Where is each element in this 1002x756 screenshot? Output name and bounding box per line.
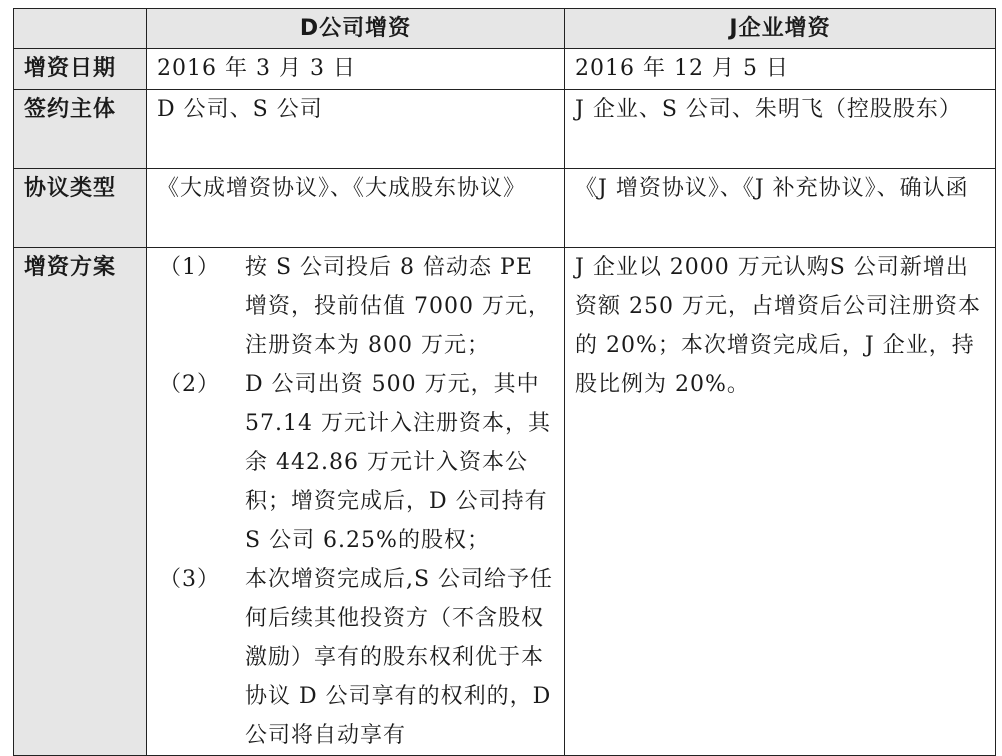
row-header-date: 增资日期 — [14, 49, 147, 90]
corner-cell — [14, 9, 147, 49]
plan-item-text: D 公司出资 500 万元，其中 57.14 万元计入注册资本，其余 442.86 万元计入资本公积；增资完成后，D 公司持有 S 公司 6.25%的股权； — [245, 372, 551, 553]
header-row — [14, 9, 996, 49]
cell-d-plan — [147, 248, 565, 756]
cell-j-type: 《J 增资协议》、《J 补充协议》、确认函 — [565, 169, 996, 248]
table-row — [14, 248, 996, 756]
cell-d-type: 《大成增资协议》、《大成股东协议》 — [147, 169, 565, 248]
cell-d-date: 2016 年 3 月 3 日 — [147, 49, 565, 90]
plan-item-text: 本次增资完成后,S 公司给予任何后续其他投资方（不含股权激励）享有的股东权利优于本协议 D 公司享有的权利的，D 公司将自动享有 — [245, 567, 554, 748]
table-row — [14, 169, 996, 248]
plan-item — [157, 560, 554, 755]
row-header-sign: 签约主体 — [14, 90, 147, 169]
column-header-j: J企业增资 — [565, 9, 996, 49]
capital-increase-table — [13, 8, 996, 756]
row-header-type: 协议类型 — [14, 169, 147, 248]
plan-item-number: （2） — [159, 372, 220, 397]
plan-item — [157, 365, 554, 560]
cell-d-sign: D 公司、S 公司 — [147, 90, 565, 169]
cell-j-plan: J 企业以 2000 万元认购S 公司新增出资额 250 万元，占增资后公司注册资本的 20%；本次增资完成后，J 企业，持股比例为 20%。 — [565, 248, 996, 756]
plan-item-text: 按 S 公司投后 8 倍动态 PE 增资，投前估值 7000 万元，注册资本为 800 万元； — [245, 255, 551, 358]
table-row — [14, 90, 996, 169]
plan-item-number: （3） — [159, 567, 220, 592]
plan-item — [157, 248, 554, 365]
column-header-d: D公司增资 — [147, 9, 565, 49]
plan-item-number: （1） — [159, 255, 220, 280]
table-row — [14, 49, 996, 90]
cell-j-sign: J 企业、S 公司、朱明飞（控股股东） — [565, 90, 996, 169]
row-header-plan: 增资方案 — [14, 248, 147, 756]
cell-j-date: 2016 年 12 月 5 日 — [565, 49, 996, 90]
